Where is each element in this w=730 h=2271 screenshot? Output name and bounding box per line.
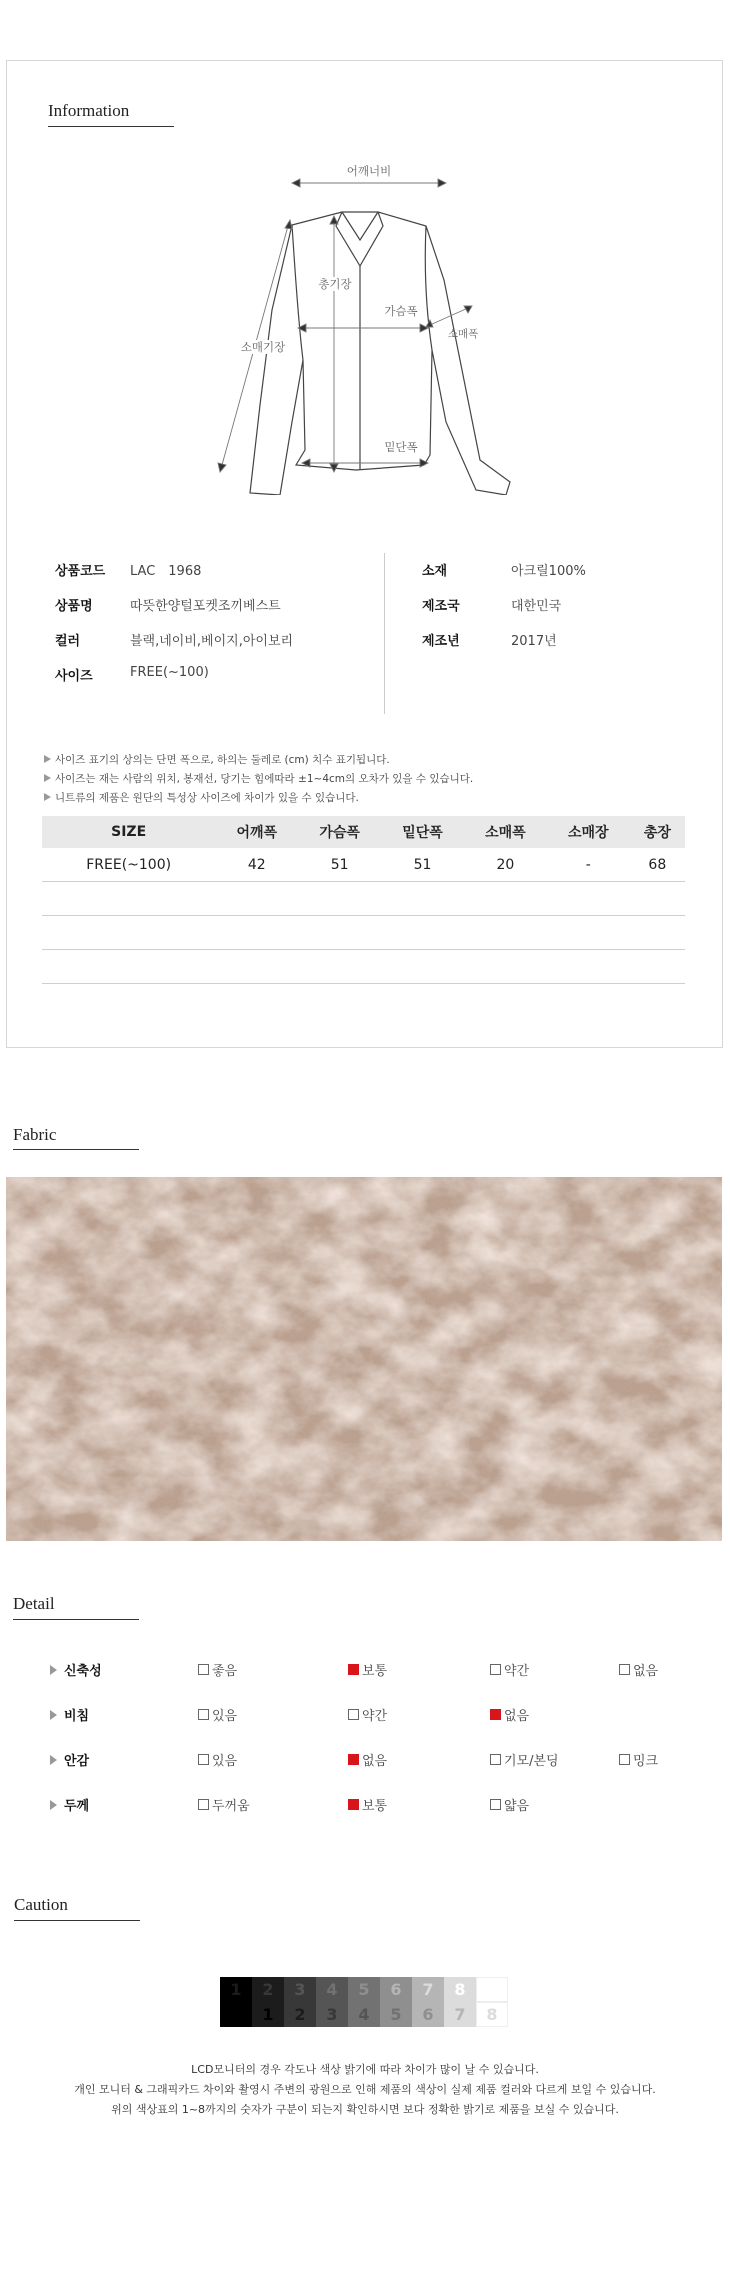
spec-label-code: 상품코드 — [55, 564, 106, 579]
scale-swatch: 3 — [316, 2002, 348, 2027]
diagram-shoulder-label: 어깨너비 — [346, 164, 392, 178]
fabric-title: Fabric — [13, 1125, 57, 1144]
bullet-triangle-icon — [44, 793, 51, 801]
spec-label-material: 소재 — [422, 564, 448, 579]
scale-swatch: 3 — [284, 1977, 316, 2002]
spec-label-size: 사이즈 — [55, 669, 93, 684]
size-table-cell: 42 — [215, 848, 298, 882]
table-row — [42, 882, 685, 916]
size-table-cell: 51 — [381, 848, 464, 882]
scale-swatch: 4 — [316, 1977, 348, 2002]
size-table-header-cell: 가슴폭 — [298, 816, 381, 848]
checkbox-empty-icon — [490, 1799, 501, 1810]
size-table-cell: 68 — [630, 848, 685, 882]
caution-title: Caution — [14, 1895, 68, 1914]
size-table-header-cell: 소매장 — [547, 816, 630, 848]
spec-label-name: 상품명 — [55, 599, 93, 614]
information-title: Information — [48, 101, 130, 120]
checkbox-checked-icon — [348, 1754, 359, 1765]
size-note: 니트류의 제품은 원단의 특성상 사이즈에 차이가 있을 수 있습니다. — [44, 790, 359, 805]
detail-option: 약간 — [348, 1705, 387, 1724]
detail-row-lining — [50, 1750, 89, 1769]
diagram-length-label: 총기장 — [318, 277, 352, 291]
checkbox-empty-icon — [490, 1754, 501, 1765]
bullet-triangle-icon — [50, 1665, 57, 1675]
size-table-header-cell: 총장 — [630, 816, 685, 848]
size-table-header-cell: 밑단폭 — [381, 816, 464, 848]
bullet-triangle-icon — [50, 1710, 57, 1720]
table-row — [42, 916, 685, 950]
checkbox-empty-icon — [198, 1754, 209, 1765]
information-underline — [48, 126, 174, 127]
size-table-header-cell: 어깨폭 — [215, 816, 298, 848]
detail-row-sheer — [50, 1705, 89, 1724]
detail-title: Detail — [13, 1594, 55, 1613]
spec-label-country: 제조국 — [422, 599, 460, 614]
caution-text: LCD모니터의 경우 각도나 색상 밝기에 따라 차이가 많이 날 수 있습니다. — [191, 2063, 539, 2076]
scale-swatch-black — [220, 2002, 252, 2027]
table-row — [42, 950, 685, 984]
bullet-triangle-icon — [44, 774, 51, 782]
scale-swatch: 2 — [252, 1977, 284, 2002]
detail-label: 두께 — [64, 1799, 90, 1814]
caution-text: 위의 색상표의 1~8까지의 숫자가 구분이 되는지 확인하시면 보다 정확한 밝기로 제품을 보실 수 있습니다. — [111, 2103, 619, 2116]
spec-value-country: 대한민국 — [511, 599, 562, 614]
detail-option: 있음 — [198, 1750, 237, 1769]
bullet-triangle-icon — [44, 755, 51, 763]
size-table-cell: - — [547, 848, 630, 882]
garment-diagram — [200, 160, 530, 495]
scale-swatch-white — [476, 1977, 508, 2002]
spec-value-size: FREE(~100) — [130, 665, 209, 680]
detail-label: 비침 — [64, 1709, 90, 1724]
caution-underline — [14, 1920, 140, 1921]
detail-option: 기모/본딩 — [490, 1750, 559, 1769]
size-table-cell: 20 — [464, 848, 547, 882]
spec-label-year: 제조년 — [422, 634, 460, 649]
diagram-chest-label: 가슴폭 — [384, 304, 418, 318]
spec-label-color: 컬러 — [55, 634, 81, 649]
detail-option: 밍크 — [619, 1750, 658, 1769]
checkbox-checked-icon — [348, 1664, 359, 1675]
size-table-cell: 51 — [298, 848, 381, 882]
brightness-scale — [220, 1977, 508, 2027]
spec-value-year: 2017년 — [511, 634, 557, 649]
checkbox-empty-icon — [619, 1664, 630, 1675]
bullet-triangle-icon — [50, 1800, 57, 1810]
detail-option: 얇음 — [490, 1795, 529, 1814]
checkbox-empty-icon — [198, 1709, 209, 1720]
detail-option: 두꺼움 — [198, 1795, 250, 1814]
detail-label: 안감 — [64, 1754, 90, 1769]
checkbox-empty-icon — [198, 1664, 209, 1675]
scale-swatch: 5 — [348, 1977, 380, 2002]
diagram-sleeve-width-label: 소매폭 — [447, 328, 479, 340]
fabric-texture-image — [6, 1177, 722, 1541]
scale-swatch: 8 — [444, 1977, 476, 2002]
spec-value-name: 따뜻한양털포켓조끼베스트 — [130, 599, 281, 614]
fabric-underline — [13, 1149, 139, 1150]
size-table-header-cell: 소매폭 — [464, 816, 547, 848]
checkbox-empty-icon — [619, 1754, 630, 1765]
scale-swatch: 7 — [444, 2002, 476, 2027]
spec-value-color: 블랙,네이비,베이지,아이보리 — [130, 634, 294, 649]
scale-swatch: 7 — [412, 1977, 444, 2002]
detail-row-thickness — [50, 1795, 89, 1814]
spec-divider — [384, 553, 385, 714]
scale-swatch: 4 — [348, 2002, 380, 2027]
scale-swatch: 5 — [380, 2002, 412, 2027]
bullet-triangle-icon — [50, 1755, 57, 1765]
checkbox-empty-icon — [348, 1709, 359, 1720]
checkbox-checked-icon — [490, 1709, 501, 1720]
scale-swatch: 1 — [220, 1977, 252, 2002]
size-table-header-cell: SIZE — [42, 816, 215, 848]
detail-underline — [13, 1619, 139, 1620]
caution-text: 개인 모니터 & 그래픽카드 차이와 촬영시 주변의 광원으로 인해 제품의 색상이 실제 제품 컬러와 다르게 보일 수 있습니다. — [74, 2083, 656, 2096]
scale-swatch: 6 — [412, 2002, 444, 2027]
scale-swatch: 6 — [380, 1977, 412, 2002]
size-table — [42, 816, 685, 984]
detail-row-stretch — [50, 1660, 102, 1679]
detail-option-selected: 없음 — [490, 1705, 529, 1724]
detail-option: 약간 — [490, 1660, 529, 1679]
detail-option: 있음 — [198, 1705, 237, 1724]
diagram-sleeve-length-label: 소매기장 — [240, 340, 286, 354]
detail-option: 없음 — [619, 1660, 658, 1679]
detail-option: 좋음 — [198, 1660, 237, 1679]
size-note: 사이즈는 재는 사람의 위치, 봉재선, 당기는 힘에따라 ±1~4cm의 오차가 있을 수 있습니다. — [44, 771, 473, 786]
size-table-header — [42, 816, 685, 848]
checkbox-empty-icon — [198, 1799, 209, 1810]
detail-option-selected: 없음 — [348, 1750, 387, 1769]
checkbox-empty-icon — [490, 1664, 501, 1675]
detail-label: 신축성 — [64, 1664, 102, 1679]
size-note: 사이즈 표기의 상의는 단면 폭으로, 하의는 둘레로 (cm) 치수 표기됩니다. — [44, 752, 390, 767]
scale-swatch: 8 — [476, 2002, 508, 2027]
spec-value-material: 아크릴100% — [511, 564, 586, 579]
size-table-cell: FREE(~100) — [42, 848, 215, 882]
checkbox-checked-icon — [348, 1799, 359, 1810]
scale-swatch: 1 — [252, 2002, 284, 2027]
scale-swatch: 2 — [284, 2002, 316, 2027]
detail-option-selected: 보통 — [348, 1795, 387, 1814]
diagram-hem-label: 밑단폭 — [384, 440, 418, 454]
table-row — [42, 848, 685, 882]
spec-value-code: LAC 1968 — [130, 564, 202, 579]
detail-option-selected: 보통 — [348, 1660, 387, 1679]
